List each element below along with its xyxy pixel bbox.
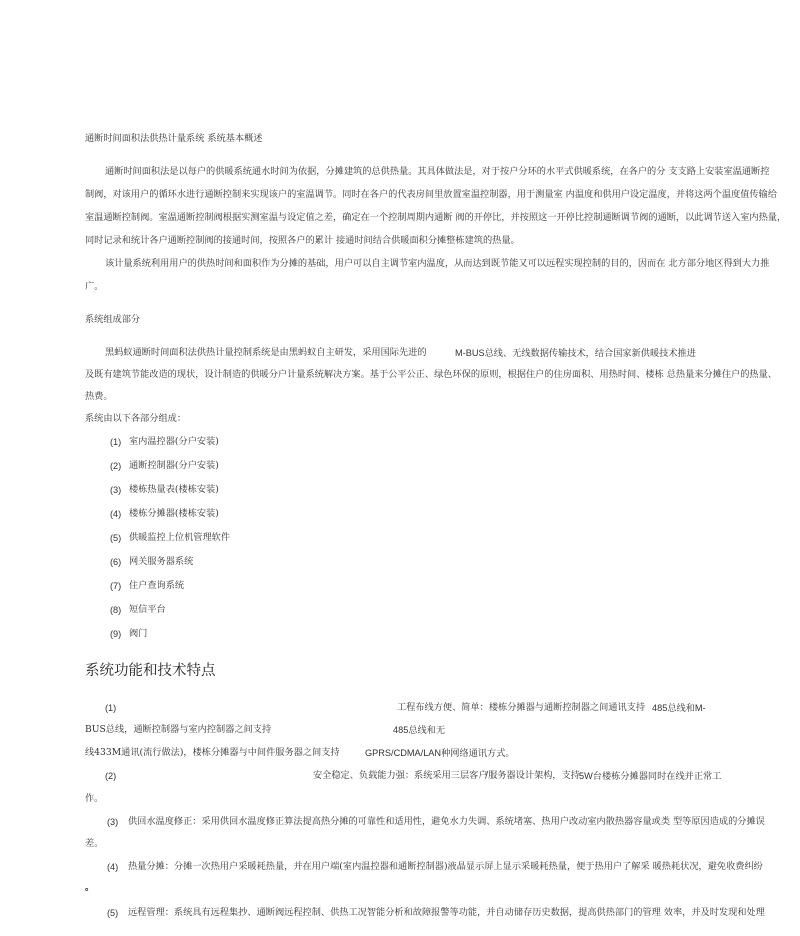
list-item: 供暖监控上位机管理软件 — [129, 532, 231, 543]
composition-text: M-BUS总线、无线数据传输技术，结合国家新供暖技术推进 — [455, 348, 696, 358]
list-item-number: (3) — [110, 485, 122, 495]
feature-text: 差。 — [85, 838, 104, 849]
composition-text: 黑蚂蚁通断时间面积法供热计量控制系统是由黑蚂蚁自主研发，采用国际先进的 — [105, 347, 427, 358]
list-item-number: (8) — [110, 605, 122, 615]
list-intro: 系统由以下各部分组成： — [85, 413, 187, 424]
section-heading: 系统组成部分 — [85, 314, 141, 325]
intro-line: 室温通断控制阀。室温通断控制阀根据实测室温与设定值之差，确定在一个控制周期内通断 阀的开停比，并按照这一开停比控制通断调节阀的通断，以此调节送入室内热量， — [85, 212, 787, 223]
list-item-number: (9) — [110, 629, 122, 639]
feature-text: 。 — [85, 882, 95, 893]
intro-line: 通断时间面积法是以每户的供暖系统通水时间为依据，分摊建筑的总供热量。其具体做法是，对于按户分环的水平式供暖系统，在各户的分 支支路上安装室温通断控 — [105, 166, 770, 177]
list-item: 室内温控器(分户安装) — [129, 436, 219, 447]
list-item: 楼栋热量表(楼栋安装) — [129, 484, 219, 495]
list-item-number: (5) — [110, 533, 122, 543]
feature-text: 485总线和无 — [393, 725, 446, 735]
feature-number: (2) — [105, 771, 117, 781]
list-item: 阀门 — [129, 628, 148, 639]
list-item: 楼栋分摊器(楼栋安装) — [129, 508, 219, 519]
feature-number: (5) — [107, 908, 119, 918]
intro-line: 同时记录和统计各户通断控制阀的接通时间，按照各户的累计 接通时间结合供暖面积分摊整栋建筑的热量。 — [85, 235, 520, 246]
list-item: 通断控制器(分户安装) — [129, 460, 219, 471]
feature-text: /服务器设计架构，支持 — [485, 770, 580, 781]
composition-text: 及既有建筑节能改造的现状，设计制造的供暖分户计量系统解决方案。基于公平公正、绿色环保的原则，根据住户的住房面积、用热时间、楼栋 总热量来分摊住户的热量、 — [85, 369, 777, 380]
feature-text: 5W台楼栋分摊器同时在线并正常工 — [579, 771, 722, 781]
feature-text: 供回水温度修正：采用供回水温度修正算法提高热分摊的可靠性和适用性，避免水力失调、系统堵塞、热用户改动室内散热器容量或类 型等原因造成的分摊误 — [128, 816, 765, 827]
feature-number: (4) — [107, 862, 119, 872]
feature-text: 作。 — [85, 793, 104, 804]
feature-text: 工程布线方便、简单：楼栋分摊器与通断控制器之间通讯支持 — [397, 702, 646, 713]
list-item: 短信平台 — [129, 604, 166, 615]
composition-text: 热费。 — [85, 391, 113, 402]
list-item-number: (2) — [110, 461, 122, 471]
intro-line: 该计量系统利用用户的供热时间和面积作为分摊的基础，用户可以自主调节室内温度，从而达到既节能又可以远程实现控制的目的，因而在 北方部分地区得到大力推 — [105, 258, 770, 269]
list-item-number: (7) — [110, 581, 122, 591]
feature-text: 485总线和M- — [652, 703, 706, 713]
list-item-number: (4) — [110, 509, 122, 519]
feature-text: 线433M通讯(流行做法)，楼栋分摊器与中间件服务器之间支持 — [85, 747, 340, 758]
intro-line: 制阀，对该用户的循环水进行通断控制来实现该户的室温调节。同时在各户的代表房间里放置室温控制器，用于测量室 内温度和供用户设定温度，并将这两个温度值传输给 — [85, 189, 777, 200]
feature-number: (1) — [105, 703, 117, 713]
list-item-number: (1) — [110, 437, 122, 447]
section-title: 通断时间面积法供热计量系统 系统基本概述 — [85, 133, 263, 144]
feature-text: BUS总线，通断控制器与室内控制器之间支持 — [85, 724, 272, 735]
intro-line: 广。 — [85, 281, 104, 292]
feature-text: GPRS/CDMA/LAN种网络通讯方式。 — [365, 748, 515, 758]
feature-text: 远程管理：系统具有远程集抄、通断阀远程控制、供热工况智能分析和故障报警等功能，并自动储存历史数据，提高供热部门的管理 效率，并及时发现和处理 — [128, 907, 765, 918]
features-heading: 系统功能和技术特点 — [85, 663, 216, 679]
feature-text: 热量分摊：分摊一次热用户采暖耗热量，并在用户端(室内温控器和通断控制器)液晶显示屏上显示采暖耗热量，便于热用户了解采 暖热耗状况，避免收费纠纷 — [128, 861, 763, 872]
list-item-number: (6) — [110, 557, 122, 567]
list-item: 住户查询系统 — [129, 580, 185, 591]
feature-number: (3) — [107, 817, 119, 827]
list-item: 网关服务器系统 — [129, 556, 194, 567]
feature-text: 安全稳定、负载能力强：系统采用三层客户 — [313, 770, 488, 781]
